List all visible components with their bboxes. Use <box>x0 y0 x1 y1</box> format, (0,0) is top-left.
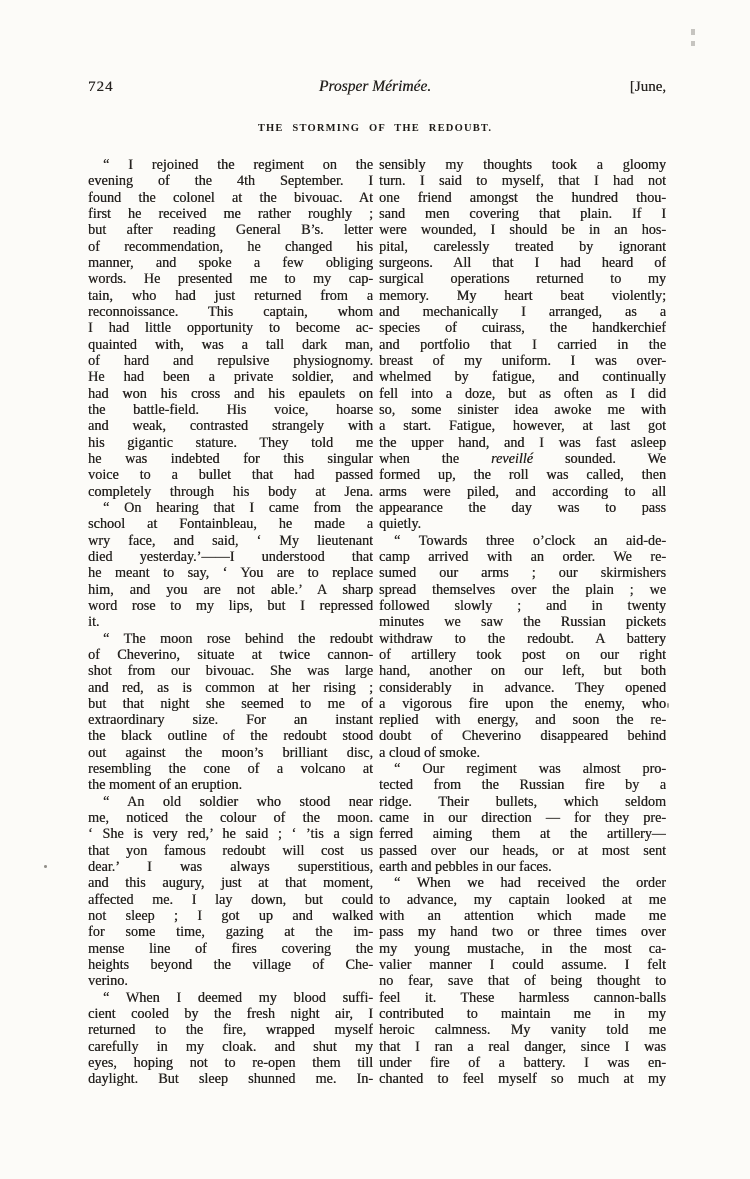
text-line: “ An old soldier who stood near <box>103 793 373 810</box>
text-line: sand men covering that plain. If I <box>379 205 666 222</box>
text-line: passed over our heads, or at most sent <box>379 842 666 859</box>
text-line: quainted with, was a tall dark man, <box>88 336 373 353</box>
text-line: memory. My heart beat violently; <box>379 287 666 304</box>
text-line: ferred aiming them at the artillery— <box>379 826 666 843</box>
text-line: the moment of an eruption. <box>88 777 243 794</box>
text-line: of artillery took post on our right <box>379 646 666 663</box>
text-line: of hard and repulsive physiognomy. <box>88 352 373 369</box>
text-line: sumed our arms ; our skirmishers <box>379 565 666 582</box>
text-line: the upper hand, and I was fast asleep <box>379 434 666 451</box>
text-line: it. <box>88 614 100 631</box>
text-line: earth and pebbles in our faces. <box>379 859 552 876</box>
text-line: breast of my uniform. I was over- <box>379 352 666 369</box>
running-title: Prosper Mérimée. <box>318 78 432 95</box>
text-line: chanted to feel myself so much at my <box>379 1071 666 1088</box>
text-line: that yon famous redoubt will cost us <box>88 842 373 859</box>
text-line: “ The moon rose behind the redoubt <box>103 630 373 647</box>
text-line: voice to a bullet that had passed <box>88 467 373 484</box>
text-line: fell into a doze, but as often as I did <box>379 385 666 402</box>
text-line: manner, and spoke a few obliging <box>88 254 373 271</box>
text-line: but that night she seemed to me of <box>88 695 373 712</box>
text-line: with an attention which made me <box>379 908 666 925</box>
text-line: withdraw to the redoubt. A battery <box>379 630 666 647</box>
text-line: not sleep ; I got up and walked <box>88 908 373 925</box>
text-line: died yesterday.’——I understood that <box>88 548 373 565</box>
scan-speck <box>44 865 47 868</box>
text-line: camp arrived with an order. We re- <box>379 548 666 565</box>
text-line: minutes we saw the Russian pickets <box>379 614 666 631</box>
text-line: tected from the Russian fire by a <box>379 777 666 794</box>
text-line: tain, who had just returned from a <box>88 287 373 304</box>
text-line: affected me. I lay down, but could <box>88 891 373 908</box>
text-line: pital, carelessly treated by ignorant <box>379 238 666 255</box>
text-line: to advance, my captain looked at me <box>379 891 666 908</box>
text-line: evening of the 4th September. I <box>88 173 373 190</box>
text-line: out against the moon’s brilliant disc, <box>88 744 373 761</box>
text-line: surgical operations returned to my <box>379 271 666 288</box>
text-line: school at Fontainbleau, he made a <box>88 516 373 533</box>
text-line: that I ran a real danger, since I was <box>379 1038 666 1055</box>
text-line: my young mustache, in the most ca- <box>379 940 666 957</box>
text-line: his gigantic stature. They told me <box>88 434 373 451</box>
text-line: daylight. But sleep shunned me. In- <box>88 1071 373 1088</box>
text-line: arms were piled, and according to all <box>379 483 666 500</box>
text-line: when the reveillé sounded. We <box>379 450 666 467</box>
section-title: THE STORMING OF THE REDOUBT. <box>257 123 493 134</box>
text-line: of recommendation, he changed his <box>88 238 373 255</box>
text-line: me, noticed the colour of the moon. <box>88 810 373 827</box>
text-line: a vigorous fire upon the enemy, who <box>379 695 666 712</box>
page-number: 724 <box>88 79 114 95</box>
text-line: were wounded, I should be in an hos- <box>379 222 666 239</box>
text-line: a start. Fatigue, however, at last got <box>379 418 666 435</box>
text-line: him, and you are not able.’ A sharp <box>88 581 373 598</box>
text-line: followed slowly ; and in twenty <box>379 597 666 614</box>
text-line: and this augury, just at that moment, <box>88 875 373 892</box>
text-line: he meant to say, ‘ You are to replace <box>88 565 373 582</box>
text-line: found the colonel at the bivouac. At <box>88 189 373 206</box>
text-line: the battle-field. His voice, hoarse <box>88 401 373 418</box>
text-line: heights beyond the village of Che- <box>88 957 373 974</box>
text-line: feel it. These harmless cannon-balls <box>379 989 666 1006</box>
issue-date-label: [June, <box>629 79 666 95</box>
text-line: doubt of Cheverino disappeared behind <box>379 728 666 745</box>
text-line: eyes, hoping not to re-open them till <box>88 1055 373 1072</box>
text-line: turn. I said to myself, that I had not <box>379 173 666 190</box>
text-line: a cloud of smoke. <box>379 744 480 761</box>
text-line: but after reading General B’s. letter <box>88 222 373 239</box>
text-line: cient cooled by the fresh night air, I <box>88 1006 373 1023</box>
text-line: no fear, save that of being thought to <box>379 973 666 990</box>
scan-speck <box>691 29 695 35</box>
text-line: shot from our bivouac. She was large <box>88 663 373 680</box>
text-line: considerably in advance. They opened <box>379 679 666 696</box>
text-line: formed up, the roll was called, then <box>379 467 666 484</box>
text-line: ridge. Their bullets, which seldom <box>379 793 666 810</box>
scan-speck <box>691 41 695 46</box>
text-line: carefully in my cloak. and shut my <box>88 1038 373 1055</box>
text-line: I had little opportunity to become ac- <box>88 320 373 337</box>
text-line: came in our direction — for they pre- <box>379 810 666 827</box>
text-column-left <box>88 157 373 1088</box>
text-line: one friend amongst the hundred thou- <box>379 189 666 206</box>
text-line: extraordinary size. For an instant <box>88 712 373 729</box>
text-line: quietly. <box>379 516 422 533</box>
text-line: had won his cross and his epaulets on <box>88 385 373 402</box>
text-line: heroic calmness. My vanity told me <box>379 1022 666 1039</box>
text-line: mense line of fires covering the <box>88 940 373 957</box>
text-line: and weak, contrasted strangely with <box>88 418 373 435</box>
text-line: “ On hearing that I came from the <box>103 499 373 516</box>
text-line: “ I rejoined the regiment on the <box>103 157 373 173</box>
text-line: under fire of a battery. I was en- <box>379 1055 666 1072</box>
text-line: surgeons. All that I had heard of <box>379 254 666 271</box>
text-line: ‘ She is very red,’ he said ; ‘ ’tis a sign <box>88 826 373 843</box>
text-line: contributed to maintain me in my <box>379 1006 666 1023</box>
text-line: of Cheverino, situate at twice cannon- <box>88 646 373 663</box>
text-line: hand, another on our left, but both <box>379 663 666 680</box>
text-line: species of cuirass, the handkerchief <box>379 320 666 337</box>
text-line: wry face, and said, ‘ My lieutenant <box>88 532 373 549</box>
text-line: so, some sinister idea awoke me with <box>379 401 666 418</box>
text-line: replied with energy, and soon the re- <box>379 712 666 729</box>
text-line: spread themselves over the plain ; we <box>379 581 666 598</box>
text-column-right <box>379 157 666 1088</box>
text-line: “ When I deemed my blood suffi- <box>103 989 373 1006</box>
text-line: word rose to my lips, but I repressed <box>88 597 373 614</box>
text-line: first he received me rather roughly ; <box>88 205 373 222</box>
text-line: “ Our regiment was almost pro- <box>394 761 666 778</box>
text-line: pass my hand two or three times over <box>379 924 666 941</box>
text-line: whelmed by fatigue, and continually <box>379 369 666 386</box>
text-line: words. He presented me to my cap- <box>88 271 373 288</box>
scan-speck <box>667 703 669 708</box>
text-line: verino. <box>88 973 128 990</box>
text-line: sensibly my thoughts took a gloomy <box>379 157 666 173</box>
text-line: appearance the day was to pass <box>379 499 666 516</box>
text-line: He had been a private soldier, and <box>88 369 373 386</box>
text-line: and portfolio that I carried in the <box>379 336 666 353</box>
text-line: dear.’ I was always superstitious, <box>88 859 373 876</box>
text-line: returned to the fire, wrapped myself <box>88 1022 373 1039</box>
text-line: for some time, gazing at the im- <box>88 924 373 941</box>
text-line: and red, as is common at her rising ; <box>88 679 373 696</box>
text-line: the black outline of the redoubt stood <box>88 728 373 745</box>
text-line: resembling the cone of a volcano at <box>88 761 373 778</box>
text-line: completely through his body at Jena. <box>88 483 373 500</box>
text-line: and mechanically I arranged, as a <box>379 303 666 320</box>
text-line: valier manner I could assume. I felt <box>379 957 666 974</box>
text-line: “ When we had received the order <box>394 875 666 892</box>
text-line: “ Towards three o’clock an aid-de- <box>394 532 666 549</box>
text-line: reconnoissance. This captain, whom <box>88 303 373 320</box>
text-line: he was indebted for this singular <box>88 450 373 467</box>
